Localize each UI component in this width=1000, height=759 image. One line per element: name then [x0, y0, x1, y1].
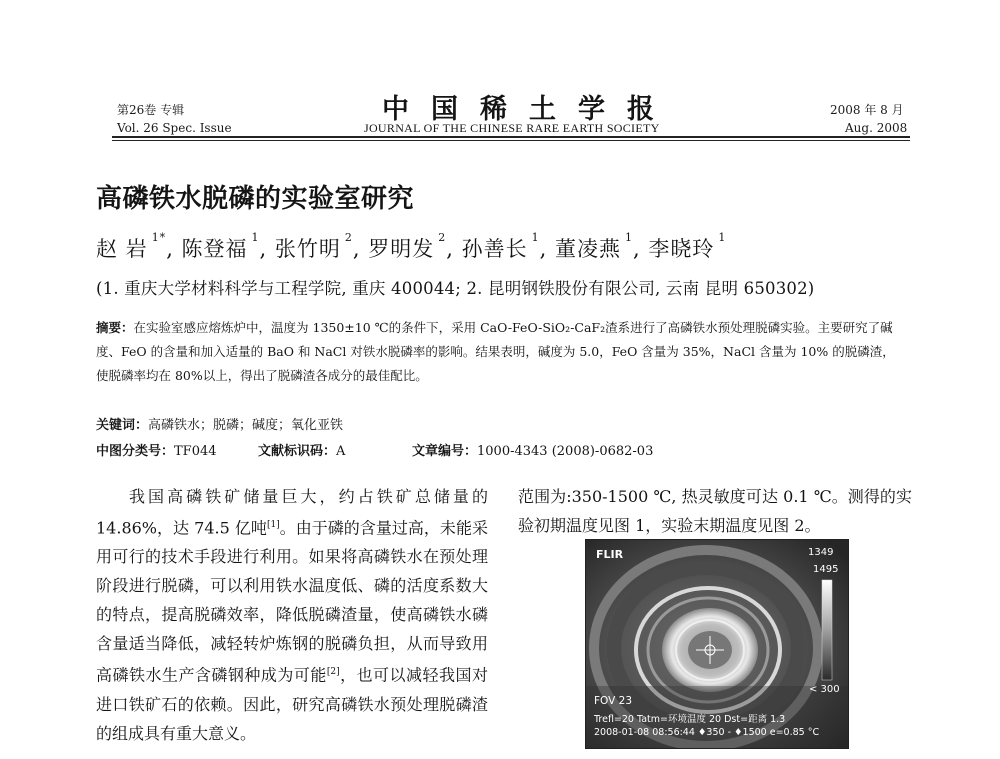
author-affil-mark: 1*	[151, 231, 167, 244]
date-en: Aug. 2008	[845, 121, 908, 135]
clc-code: TF044	[174, 444, 217, 459]
thermal-image-figure	[585, 539, 849, 749]
paragraph-text: 我国高磷铁矿储量巨大，约占铁矿总储量的 14.86%，达 74.5 亿吨	[96, 487, 488, 538]
timestamp-range: 2008-01-08 08:56:44 ♦350 - ♦1500 e=0.85 °C	[594, 727, 820, 738]
volume-cn: 第26卷 专辑	[117, 103, 185, 117]
article-number: 1000-4343 (2008)-0682-03	[477, 444, 654, 459]
author-affil-mark: 1	[624, 231, 633, 244]
author-affil-mark: 2	[344, 231, 353, 244]
camera-parameters: Trefl=20 Tatm=环境温度 20 Dst=距离 1.3	[594, 714, 786, 725]
author-affil-mark: 2	[438, 231, 447, 244]
header-rule-thin	[112, 140, 910, 141]
flir-logo-text: FLIR	[596, 548, 624, 561]
citation-ref: [2]	[326, 667, 340, 678]
doc-code: A	[336, 444, 346, 459]
abstract-label: 摘要：	[96, 320, 134, 335]
author-name: 陈登福	[181, 237, 248, 261]
date-cn: 2008 年 8 月	[830, 103, 904, 117]
author-affil-mark: 1	[251, 231, 260, 244]
fov-label: FOV 23	[594, 695, 633, 707]
affiliations: (1. 重庆大学材料科学与工程学院, 重庆 400044; 2. 昆明钢铁股份有限公司, 云南 昆明 650302)	[96, 279, 815, 298]
scale-max-value: 1495	[813, 564, 839, 575]
author-name: 赵 岩	[96, 237, 148, 261]
author-affil-mark: 1	[718, 231, 727, 244]
scale-top-value: 1349	[808, 547, 834, 558]
body-paragraph-right: 范围为:350-1500 ℃, 热灵敏度可达 0.1 ℃。测得的实验初期温度见图 1，实验末期温度见图 2。	[518, 487, 912, 535]
author-name: 孙善长	[461, 237, 528, 261]
keywords: 高磷铁水；脱磷；碱度；氧化亚铁	[148, 418, 344, 433]
volume-en: Vol. 26 Spec. Issue	[117, 121, 232, 135]
author-name: 罗明发	[368, 237, 435, 261]
body-paragraph-left	[96, 482, 488, 748]
author-affil-mark: 1	[531, 231, 540, 244]
author-name: 张竹明	[274, 237, 341, 261]
keywords-label: 关键词：	[96, 418, 149, 433]
scale-min-value: < 300	[809, 684, 840, 695]
doc-code-label: 文献标识码：	[258, 444, 337, 459]
doc-code-line	[258, 440, 345, 459]
article-number-line	[412, 440, 653, 459]
citation-ref: [1]	[266, 520, 280, 530]
journal-title-en: JOURNAL OF THE CHINESE RARE EARTH SOCIETY	[364, 121, 660, 135]
classification-line	[96, 440, 217, 459]
article-number-label: 文章编号：	[412, 444, 478, 459]
abstract	[96, 316, 906, 388]
abstract-text: 在实验室感应熔炼炉中，温度为 1350±10 ℃的条件下，采用 CaO-FeO-SiO₂-CaF₂渣系进行了高磷铁水预处理脱磷实验。主要研究了碱度、FeO 的含量和加入适量的 BaO 和 NaCl 对铁水脱磷率的影响。结果表明，碱度为 5.0，FeO 含量为 35%，NaCl 含量为 10% 的脱磷渣，使脱磷率均在 80%以上，得出了脱磷渣各成分的最佳配比。	[96, 320, 895, 383]
paragraph-text: ，也可以减轻我国对进口铁矿石的依赖。因此，研究高磷铁水预处理脱磷渣的组成具有重大意义。	[96, 665, 488, 743]
author-name: 李晓玲	[648, 237, 715, 261]
clc-label: 中图分类号：	[96, 444, 175, 459]
keywords-line	[96, 414, 343, 433]
author-list: 赵 岩 $^{1*}$, 陈登福 $^1$, 张竹明 $^2$, 罗明发 $^2$, 孙善长 $^1$, 董凌燕 $^1$, 李晓玲 $^1$	[96, 231, 727, 261]
header-rule-thick	[112, 136, 910, 138]
paragraph-text: 。由于磷的含量过高，未能采用可行的技术手段进行利用。如果将高磷铁水在预处理阶段进行脱磷，可以利用铁水温度低、磷的活度系数大的特点，提高脱磷效率，降低脱磷渣量，使高磷铁水磷含量适当降低，减轻转炉炼钢的脱磷负担，从而导致用高磷铁水生产含磷钢种成为可能	[96, 518, 488, 685]
journal-title-cn: 中国稀土学报	[382, 94, 676, 125]
author-name: 董凌燕	[554, 237, 621, 261]
paper-title: 高磷铁水脱磷的实验室研究	[96, 184, 415, 214]
